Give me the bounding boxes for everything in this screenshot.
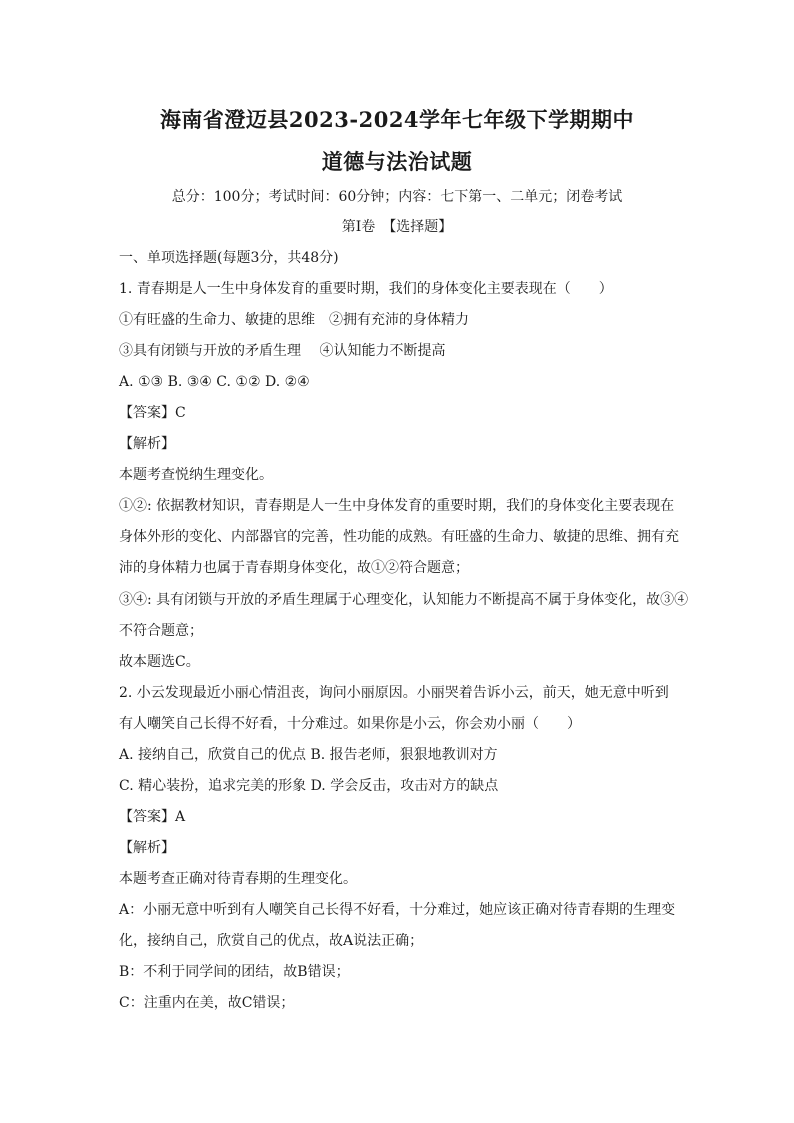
q1-analysis-line: 故本题选C。: [119, 654, 200, 670]
volume-label: 第Ⅰ卷 【选择题】: [341, 219, 453, 235]
q2-choices-line2: C. 精心装扮，追求完美的形象 D. 学会反击，攻击对方的缺点: [119, 778, 499, 794]
exam-meta: 总分：100分；考试时间：60分钟；内容：七下第一、二单元；闭卷考试: [171, 189, 623, 205]
q1-choices: A. ①③ B. ③④ C. ①② D. ②④: [119, 374, 310, 390]
q2-analysis-line: C：注重内在美，故C错误；: [119, 995, 295, 1011]
q2-stem-line2: 有人嘲笑自己长得不好看，十分难过。如果你是小云，你会劝小丽（ ）: [119, 716, 581, 732]
q1-analysis-line: 沛的身体精力也属于青春期身体变化，故①②符合题意；: [119, 560, 469, 576]
q2-choices-line1: A. 接纳自己，欣赏自己的优点 B. 报告老师，狠狠地教训对方: [119, 747, 498, 763]
section-heading: 一、单项选择题(每题3分，共48分): [119, 250, 339, 266]
q1-options-line2: ③具有闭锁与开放的矛盾生理 ④认知能力不断提高: [119, 343, 446, 359]
q2-answer: 【答案】A: [119, 809, 186, 825]
q1-stem: 1. 青春期是人一生中身体发育的重要时期，我们的身体变化主要表现在（ ）: [119, 281, 613, 297]
q1-options-line1: ①有旺盛的生命力、敏捷的思维 ②拥有充沛的身体精力: [119, 312, 469, 328]
q2-analysis-line: 本题考查正确对待青春期的生理变化。: [119, 871, 357, 887]
q1-analysis-label: 【解析】: [119, 436, 175, 452]
exam-title-line1: 海南省澄迈县2023-2024学年七年级下学期期中: [159, 107, 635, 132]
exam-title-line2: 道德与法治试题: [321, 149, 473, 174]
q2-analysis-line: 化，接纳自己，欣赏自己的优点，故A说法正确；: [119, 933, 424, 949]
q2-analysis-line: A：小丽无意中听到有人嘲笑自己长得不好看，十分难过，她应该正确对待青春期的生理变: [119, 902, 676, 918]
q2-analysis-line: B：不利于同学间的团结，故B错误；: [119, 964, 350, 980]
q2-analysis-label: 【解析】: [119, 840, 175, 856]
q1-analysis-line: 身体外形的变化、内部器官的完善，性功能的成熟。有旺盛的生命力、敏捷的思维、拥有充: [119, 529, 679, 545]
q1-analysis-line: ①②: 依据教材知识，青春期是人一生中身体发育的重要时期，我们的身体变化主要表现在: [119, 498, 675, 514]
q2-stem-line1: 2. 小云发现最近小丽心情沮丧，询问小丽原因。小丽哭着告诉小云，前天，她无意中听到: [119, 685, 669, 701]
q1-answer: 【答案】C: [119, 405, 186, 421]
q1-analysis-line: ③④: 具有闭锁与开放的矛盾生理属于心理变化，认知能力不断提高不属于身体变化，故③④: [119, 592, 689, 608]
q1-analysis-line: 不符合题意；: [119, 623, 203, 639]
q1-analysis-line: 本题考查悦纳生理变化。: [119, 467, 273, 483]
